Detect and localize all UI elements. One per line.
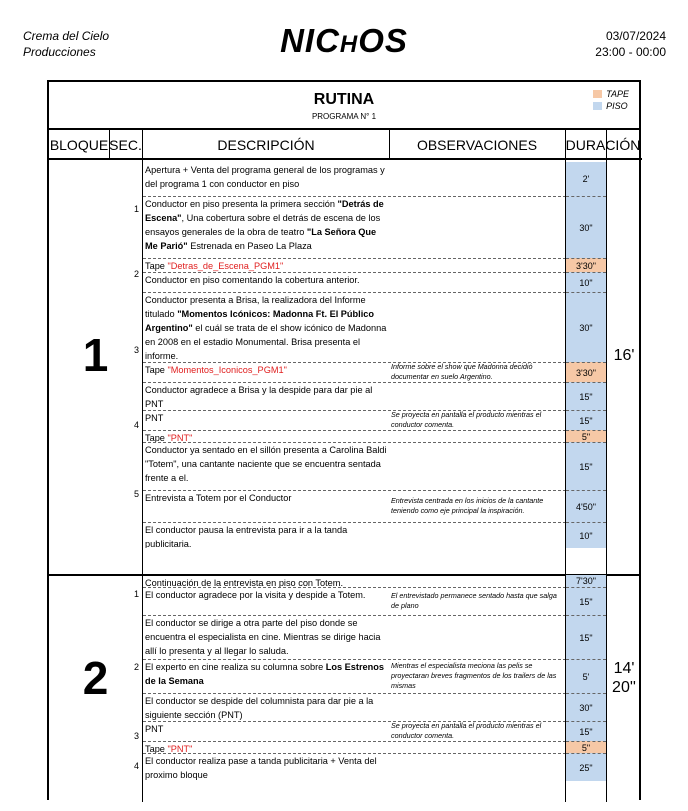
- row-duration: 30": [566, 693, 606, 721]
- row-duration: 25": [566, 753, 606, 781]
- row-duration: 15": [566, 442, 606, 490]
- row-duration: 10": [566, 522, 606, 548]
- legend-piso: [593, 100, 629, 112]
- row-description: El conductor pausa la entrevista para ir a la tanda publicitaria.: [145, 525, 348, 548]
- divider: [389, 130, 390, 160]
- tape-prefix: Tape: [145, 365, 168, 375]
- tape-prefix: Tape: [145, 261, 168, 271]
- section-label: 4: [133, 420, 139, 430]
- schedule-info: [595, 28, 666, 60]
- divider: [109, 130, 110, 160]
- row-description: Conductor en piso presenta la primera sección "Detrás de Escena", Una cobertura sobre el detrás de escena de los ensayos generales de la obra de teatro "La Señora Que Me Parió" Estrenada en Paseo La Plaza: [145, 199, 384, 251]
- row-observation: Entrevista centrada en los inicios de la cantante teniendo como eje principal la inspiración.: [391, 496, 544, 515]
- logo-part-2: H: [339, 31, 359, 58]
- col-duracion: DURACIÓN: [565, 137, 641, 153]
- row-duration: 5": [566, 741, 606, 753]
- tape-filename: "Detras_de_Escena_PGM1": [167, 261, 284, 271]
- row-duration: 2': [566, 162, 606, 196]
- tape-prefix: Tape: [145, 433, 168, 442]
- block-number: 2: [82, 652, 109, 704]
- doc-subtitle: PROGRAMA N° 1: [311, 112, 377, 121]
- block-number: 1: [82, 329, 109, 381]
- title-block: [49, 82, 639, 130]
- tape-filename: "Momentos_Iconicos_PGM1": [167, 365, 287, 375]
- row-duration: 5': [566, 659, 606, 693]
- row-description: El conductor realiza pase a tanda publicitaria + Venta del proximo bloque: [145, 756, 377, 780]
- tape-filename: "PNT": [167, 433, 193, 442]
- row-description: El experto en cine realiza su columna sobre Los Estrenos de la Semana: [145, 662, 384, 686]
- divider: [606, 130, 607, 160]
- tape-prefix: Tape: [145, 744, 168, 753]
- section-label: 1: [133, 589, 139, 599]
- row-description: Continuación de la entrevista en piso con Totem.: [145, 578, 343, 587]
- divider: [565, 130, 566, 160]
- row-duration: 30": [566, 292, 606, 362]
- company-line-1: Crema del Cielo: [23, 29, 110, 43]
- logo-part-1: NIC: [280, 22, 340, 59]
- col-bloque: BLOQUE: [49, 137, 109, 153]
- row-description: El conductor se dirige a otra parte del piso donde se encuentra el especialista en cine. Mientras se dirige hacia allí lo presenta y al llegar lo saluda.: [145, 618, 381, 656]
- section-label: 2: [133, 662, 139, 672]
- doc-title: RUTINA: [313, 91, 375, 108]
- row-description: [143, 259, 389, 272]
- section-label: 3: [133, 345, 139, 355]
- legend-tape: [593, 88, 629, 100]
- divider: [565, 160, 566, 802]
- company-line-2: Producciones: [23, 45, 96, 59]
- col-sec: SEC.: [109, 137, 142, 153]
- tape-filename: "PNT": [167, 744, 193, 753]
- row-observation: Se proyecta en pantalla el producto mientras el conductor comenta.: [391, 410, 542, 429]
- col-descripcion: DESCRIPCIÓN: [217, 137, 315, 153]
- row-description: Conductor agradece a Brisa y la despide para dar pie al PNT: [145, 385, 373, 409]
- nichos-logo: [0, 22, 688, 60]
- row-duration: 15": [566, 587, 606, 615]
- row-duration: 3'30": [566, 362, 606, 382]
- block-total-duration: 16': [613, 346, 635, 364]
- rutina-table: [47, 80, 641, 800]
- date: 03/07/2024: [605, 29, 666, 43]
- row-observation: El entrevistado permanece sentado hasta que salga de plano: [391, 591, 557, 610]
- row-description: PNT: [145, 724, 164, 734]
- row-duration: 15": [566, 721, 606, 741]
- logo-part-3: OS: [358, 22, 408, 59]
- tape-swatch: [593, 90, 602, 98]
- row-observation: Informe sobre el show que Madonna decidió documentar en suelo Argentino.: [391, 362, 533, 381]
- section-label: 4: [133, 761, 139, 771]
- total-line-1: 14': [613, 660, 635, 677]
- row-description: El conductor se despide del columnista para dar pie a la siguiente sección (PNT): [145, 696, 374, 720]
- row-observation: Mientras el especialista meciona las pelis se proyectaran breves fragmentos de los trailers de las mismas: [391, 661, 557, 690]
- legend-piso-label: PISO: [606, 101, 628, 111]
- legend: [593, 88, 629, 112]
- legend-tape-label: TAPE: [606, 89, 629, 99]
- section-label: 5: [133, 489, 139, 499]
- row-description: [143, 431, 389, 442]
- row-duration: 3'30": [566, 258, 606, 272]
- row-description: Entrevista a Totem por el Conductor: [145, 493, 292, 503]
- row-description: PNT: [145, 413, 164, 423]
- row-description: Conductor en piso comentando la cobertura anterior.: [145, 275, 360, 285]
- row-duration: 5": [566, 430, 606, 442]
- row-description: Conductor presenta a Brisa, la realizadora del Informe titulado "Momentos Icónicos: Madonna Ft. El Público Argentino" el cuál se trata de el show icónico de Madonna en 2008 en el estadio Monumental. Brisa presenta el informe.: [145, 295, 387, 361]
- section-label: 3: [133, 731, 139, 741]
- row-duration: 7'30": [566, 575, 606, 587]
- row-description: [143, 363, 389, 382]
- row-description: Apertura + Venta del programa general de los programas y del programa 1 con conductor en piso: [145, 165, 385, 189]
- row-duration: 15": [566, 382, 606, 410]
- total-line-2: 20'': [612, 679, 636, 696]
- row-observation: Se proyecta en pantalla el producto mientras el conductor comenta.: [391, 721, 542, 740]
- block-total-duration: [607, 575, 641, 781]
- row-duration: 15": [566, 410, 606, 430]
- row-duration: 10": [566, 272, 606, 292]
- time-slot: 23:00 - 00:00: [595, 45, 666, 59]
- row-description: Conductor ya sentado en el sillón presenta a Carolina Baldi "Totem", una cantante naciente que se encuentra sentada frente a el.: [145, 445, 387, 483]
- row-duration: 15": [566, 615, 606, 659]
- col-observaciones: OBSERVACIONES: [416, 137, 538, 153]
- row-duration: 4'50": [566, 490, 606, 522]
- divider: [606, 160, 607, 802]
- section-label: 2: [133, 269, 139, 279]
- row-duration: 30": [566, 196, 606, 258]
- row-description: El conductor agradece por la visita y despide a Totem.: [145, 590, 366, 600]
- piso-swatch: [593, 102, 602, 110]
- row-description: [143, 742, 389, 753]
- section-label: 1: [133, 204, 139, 214]
